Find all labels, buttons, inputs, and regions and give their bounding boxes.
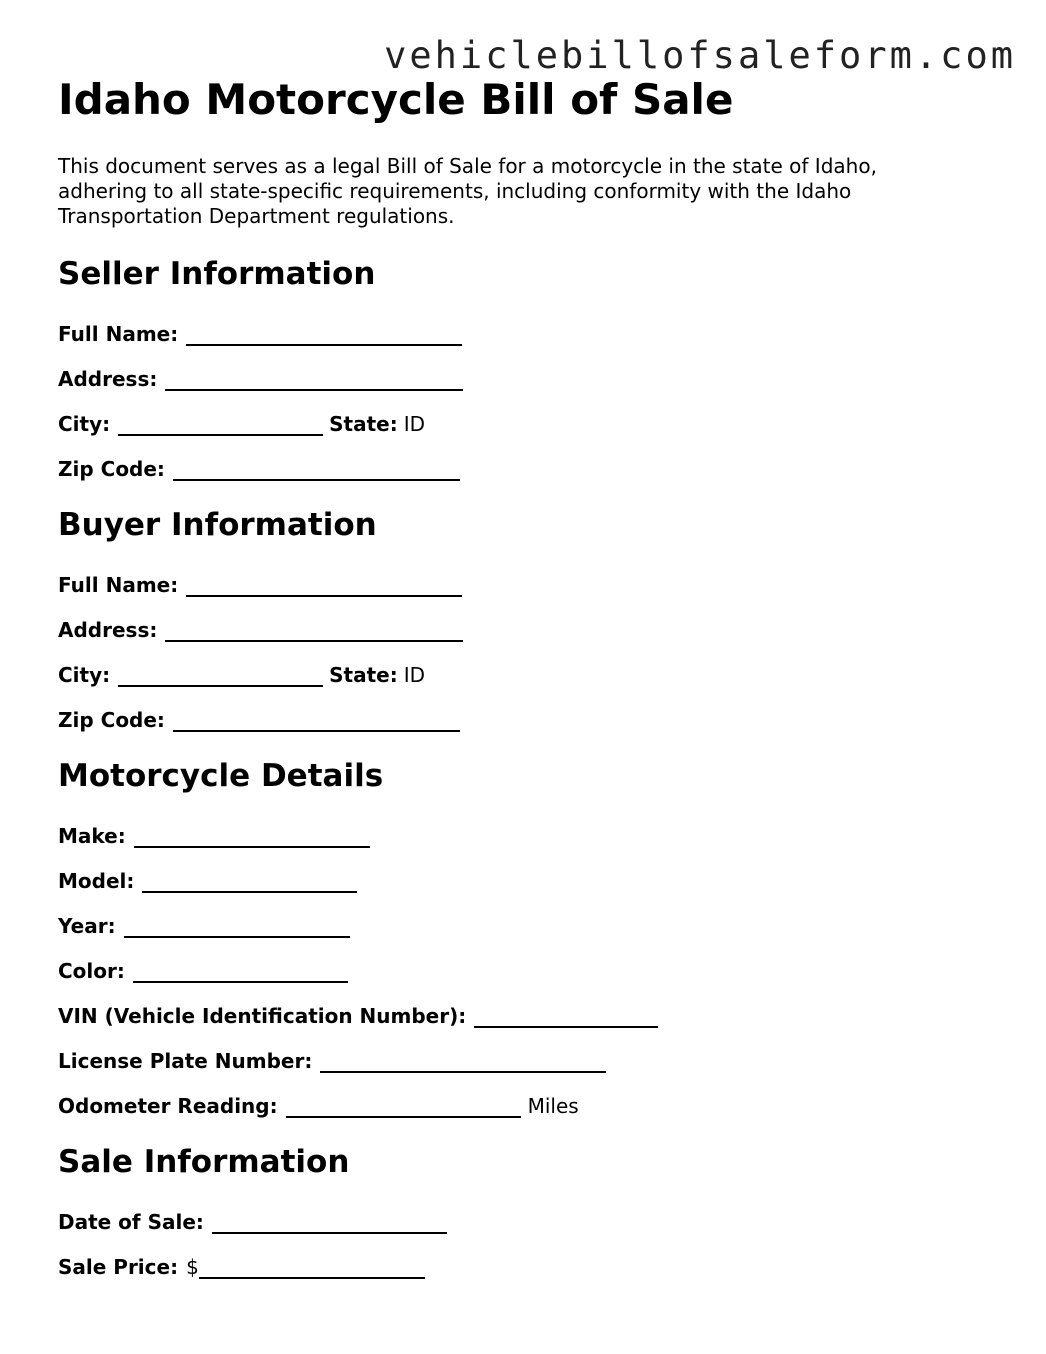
seller-zip-blank[interactable] — [173, 461, 460, 481]
sale-section — [58, 1143, 958, 1279]
seller-address-blank[interactable] — [165, 371, 463, 391]
buyer-state-value: ID — [403, 663, 426, 687]
motorcycle-heading: Motorcycle Details — [58, 758, 384, 794]
seller-full-name-label: Full Name: — [58, 322, 179, 346]
model-label: Model: — [58, 869, 135, 893]
color-label: Color: — [58, 959, 125, 983]
buyer-full-name-label: Full Name: — [58, 573, 179, 597]
model-field — [58, 848, 958, 893]
sale-price-field — [58, 1234, 958, 1279]
site-watermark: vehiclebillofsaleform.com — [384, 34, 1016, 77]
sale-date-blank[interactable] — [212, 1214, 447, 1234]
buyer-city-label: City: — [58, 663, 111, 687]
buyer-address-blank[interactable] — [165, 622, 463, 642]
odometer-label: Odometer Reading: — [58, 1094, 278, 1118]
make-blank[interactable] — [134, 828, 370, 848]
sale-date-label: Date of Sale: — [58, 1210, 204, 1234]
year-field — [58, 893, 958, 938]
seller-full-name-field — [58, 301, 958, 346]
page-title: Idaho Motorcycle Bill of Sale — [58, 75, 734, 124]
seller-state-label: State: — [329, 412, 398, 436]
sale-heading: Sale Information — [58, 1144, 350, 1180]
buyer-section — [58, 506, 958, 732]
license-plate-field — [58, 1028, 958, 1073]
intro-paragraph: This document serves as a legal Bill of Sale for a motorcycle in the state of Idaho, adhering to all state-specific requirements, including conformity with the Idaho Transportation Department regulations. — [58, 154, 877, 228]
odometer-unit: Miles — [527, 1094, 579, 1118]
buyer-zip-field — [58, 687, 958, 732]
color-blank[interactable] — [133, 963, 348, 983]
buyer-state-label: State: — [329, 663, 398, 687]
license-plate-label: License Plate Number: — [58, 1049, 313, 1073]
buyer-address-field — [58, 597, 958, 642]
buyer-full-name-blank[interactable] — [186, 577, 462, 597]
year-blank[interactable] — [124, 918, 350, 938]
vin-field — [58, 983, 958, 1028]
odometer-blank[interactable] — [286, 1098, 521, 1118]
seller-city-blank[interactable] — [118, 416, 323, 436]
buyer-zip-blank[interactable] — [173, 712, 460, 732]
seller-heading: Seller Information — [58, 256, 376, 292]
motorcycle-section — [58, 757, 958, 1118]
odometer-field — [58, 1073, 958, 1118]
buyer-heading: Buyer Information — [58, 507, 377, 543]
vin-label: VIN (Vehicle Identification Number): — [58, 1004, 467, 1028]
buyer-city-blank[interactable] — [118, 667, 323, 687]
color-field — [58, 938, 958, 983]
seller-city-state-field — [58, 391, 958, 436]
seller-address-field — [58, 346, 958, 391]
buyer-city-state-field — [58, 642, 958, 687]
model-blank[interactable] — [142, 873, 357, 893]
license-plate-blank[interactable] — [320, 1053, 606, 1073]
sale-price-label: Sale Price: — [58, 1255, 179, 1279]
sale-date-field — [58, 1189, 958, 1234]
buyer-zip-label: Zip Code: — [58, 708, 165, 732]
seller-address-label: Address: — [58, 367, 158, 391]
currency-symbol: $ — [186, 1255, 199, 1279]
year-label: Year: — [58, 914, 116, 938]
document-body — [58, 76, 958, 1279]
seller-zip-label: Zip Code: — [58, 457, 165, 481]
seller-state-value: ID — [403, 412, 426, 436]
sale-price-blank[interactable] — [199, 1259, 425, 1279]
seller-section — [58, 255, 958, 481]
make-field — [58, 803, 958, 848]
make-label: Make: — [58, 824, 126, 848]
seller-city-label: City: — [58, 412, 111, 436]
buyer-full-name-field — [58, 552, 958, 597]
seller-zip-field — [58, 436, 958, 481]
seller-full-name-blank[interactable] — [186, 326, 462, 346]
vin-blank[interactable] — [474, 1008, 658, 1028]
buyer-address-label: Address: — [58, 618, 158, 642]
